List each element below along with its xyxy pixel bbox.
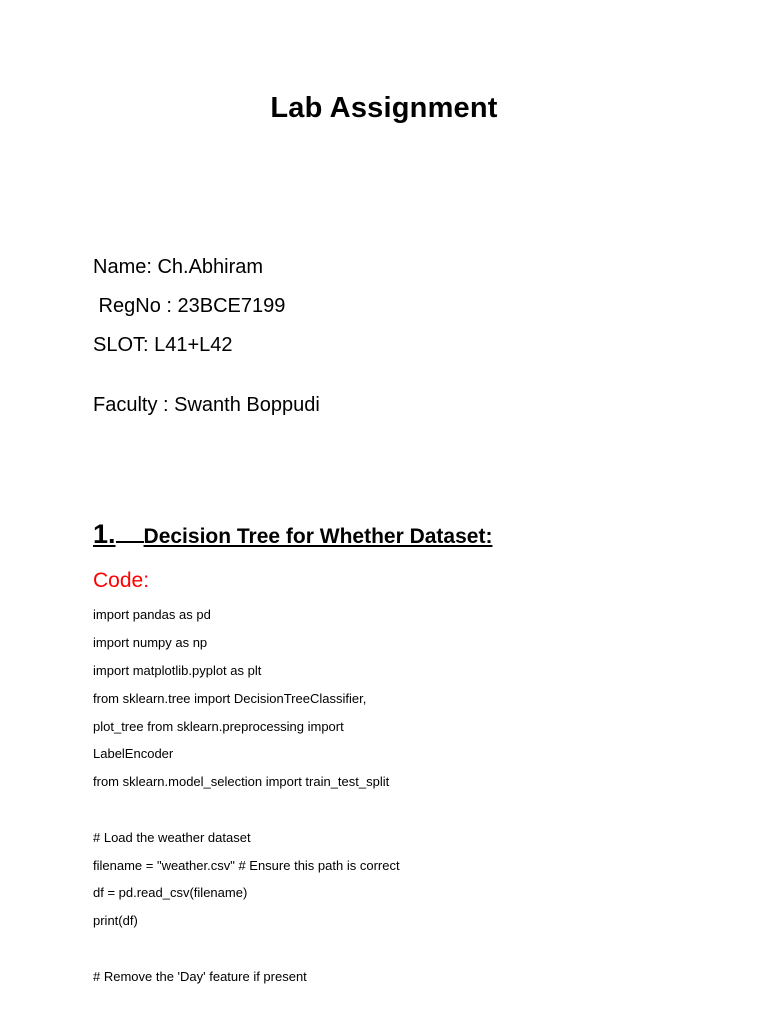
- student-name: Name: Ch.Abhiram: [93, 256, 264, 278]
- section-title: Decision Tree for Whether Dataset:: [143, 525, 493, 548]
- code-line: import pandas as pd: [93, 607, 211, 622]
- registration-number: RegNo : 23BCE7199: [93, 295, 286, 317]
- code-line: from sklearn.model_selection import train_test_split: [93, 774, 390, 789]
- code-line: LabelEncoder: [93, 746, 174, 761]
- code-line: import matplotlib.pyplot as plt: [93, 663, 262, 678]
- slot-info: SLOT: L41+L42: [93, 334, 233, 356]
- section-heading: [93, 519, 492, 550]
- code-line: print(df): [93, 913, 138, 928]
- document-title: Lab Assignment: [270, 92, 498, 124]
- heading-underline-gap: [116, 540, 144, 543]
- section-number: 1.: [93, 519, 116, 549]
- code-label: Code:: [93, 569, 150, 592]
- code-line: # Remove the 'Day' feature if present: [93, 969, 307, 984]
- code-line: filename = "weather.csv" # Ensure this path is correct: [93, 858, 400, 873]
- code-line: df = pd.read_csv(filename): [93, 885, 248, 900]
- code-line: from sklearn.tree import DecisionTreeClassifier,: [93, 691, 367, 706]
- code-line: import numpy as np: [93, 635, 208, 650]
- code-line: # Load the weather dataset: [93, 830, 251, 845]
- faculty-info: Faculty : Swanth Boppudi: [93, 394, 320, 416]
- code-line: plot_tree from sklearn.preprocessing import: [93, 719, 344, 734]
